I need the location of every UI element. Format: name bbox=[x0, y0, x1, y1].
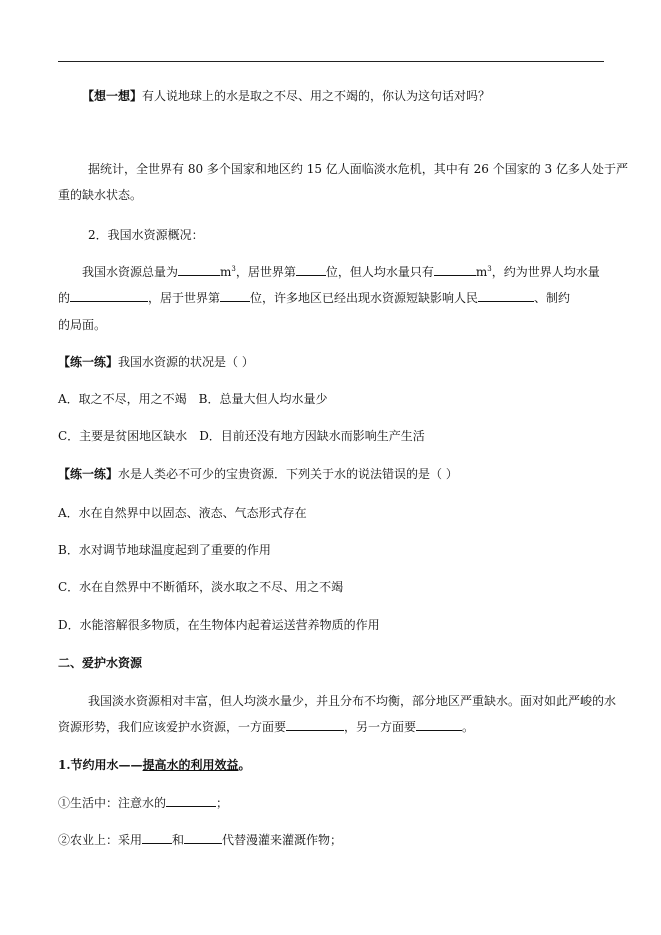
china-fill-line-1: 我国水资源总量为 $m^3$，居世界第 位，但人均水量只有 $m^3$，约为世界人均水量 bbox=[82, 265, 600, 279]
option-b[interactable]: B．总量大但人均水量少 bbox=[198, 392, 328, 406]
fill-blank-rank-2[interactable] bbox=[220, 290, 250, 302]
practice-2-option-d[interactable]: D．水能溶解很多物质，在生物体内起着运送营养物质的作用 bbox=[58, 618, 380, 632]
section-2-title: 二、爱护水资源 bbox=[58, 656, 143, 670]
header-rule bbox=[58, 61, 604, 62]
practice-2-option-c[interactable]: C．水在自然界中不断循环，淡水取之不尽、用之不竭 bbox=[58, 580, 344, 594]
practice-1-options-cd bbox=[58, 428, 425, 444]
stats-line-1: 据统计，全世界有 80 多个国家和地区约 15 亿人面临淡水危机，其中有 26 个国家的 3 亿多人处于严 bbox=[88, 162, 628, 176]
fill-blank-farm-1[interactable] bbox=[142, 832, 172, 844]
fill-blank-ratio[interactable] bbox=[70, 290, 148, 302]
practice-1-question: 【练一练】我国水资源的状况是（ ） bbox=[58, 355, 254, 369]
think-tag: 【想一想】 bbox=[82, 89, 143, 103]
china-fill-line-2: 的 ，居于世界第 位，许多地区已经出现水资源短缺影响人民 、制约 bbox=[58, 291, 571, 305]
section-2-paragraph-line-1: 我国淡水资源相对丰富，但人均淡水量少，并且分布不均衡，部分地区严重缺水。面对如此严峻的水 bbox=[88, 694, 617, 708]
fill-blank-per-capita[interactable] bbox=[434, 264, 476, 276]
option-a[interactable]: A．取之不尽，用之不竭 bbox=[58, 392, 187, 406]
practice-2-question: 【练一练】水是人类必不可少的宝贵资源．下列关于水的说法错误的是（ ） bbox=[58, 467, 458, 481]
practice-1-options-ab bbox=[58, 391, 328, 407]
save-water-heading: 1.节约用水——提高水的利用效益。 bbox=[58, 758, 251, 772]
practice-1-tag: 【练一练】 bbox=[58, 355, 119, 369]
think-text: 有人说地球上的水是取之不尽、用之不竭的，你认为这句话对吗？ bbox=[142, 89, 491, 103]
section-2-paragraph-line-2: 资源形势，我们应该爱护水资源，一方面要 ，另一方面要 。 bbox=[58, 720, 475, 734]
china-heading: 2．我国水资源概况： bbox=[88, 228, 204, 242]
practice-2-option-a[interactable]: A．水在自然界中以固态、液态、气态形式存在 bbox=[58, 506, 307, 520]
think-question bbox=[82, 88, 490, 104]
fill-blank-aspect-1[interactable] bbox=[286, 719, 344, 731]
fill-blank-total[interactable] bbox=[178, 264, 220, 276]
option-d[interactable]: D．目前还没有地方因缺水而影响生产生活 bbox=[199, 429, 425, 443]
option-c[interactable]: C．主要是贫困地区缺水 bbox=[58, 429, 188, 443]
life-usage-line: ①生活中：注意水的 ； bbox=[58, 796, 229, 810]
practice-2-tag: 【练一练】 bbox=[58, 467, 119, 481]
china-fill-line-3: 的局面。 bbox=[58, 318, 107, 332]
farm-usage-line: ②农业上：采用 和 代替漫灌来灌溉作物； bbox=[58, 833, 343, 847]
practice-2-option-b[interactable]: B．水对调节地球温度起到了重要的作用 bbox=[58, 543, 271, 557]
fill-blank-rank[interactable] bbox=[296, 264, 326, 276]
stats-line-2: 重的缺水状态。 bbox=[58, 188, 143, 202]
fill-blank-impact[interactable] bbox=[478, 290, 534, 302]
fill-blank-aspect-2[interactable] bbox=[416, 719, 462, 731]
fill-blank-life[interactable] bbox=[166, 795, 216, 807]
fill-blank-farm-2[interactable] bbox=[184, 832, 222, 844]
